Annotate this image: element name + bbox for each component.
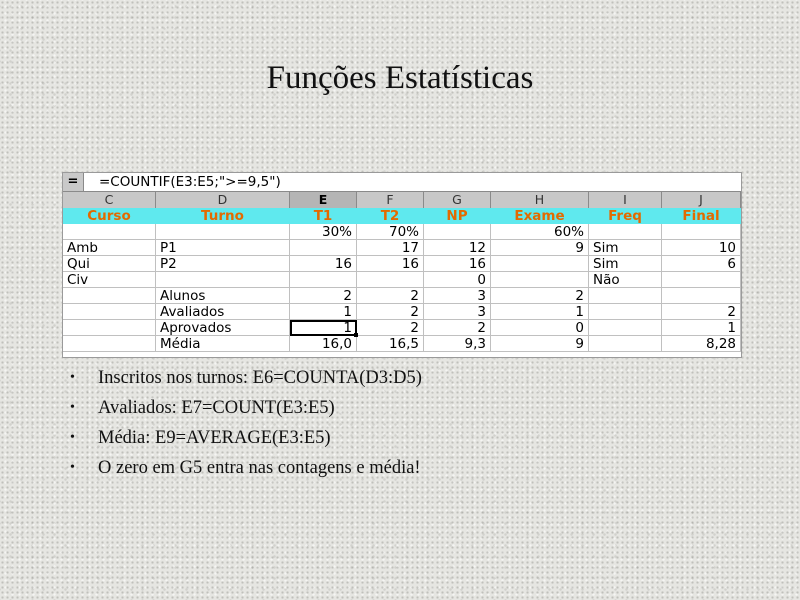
cell-c5[interactable]: Civ [63, 272, 156, 288]
cell-h3[interactable]: 9 [491, 240, 589, 256]
table-header-row [63, 208, 741, 224]
fill-handle[interactable] [354, 333, 358, 337]
column-header-d[interactable]: D [156, 192, 290, 208]
cell-e9[interactable]: 16,0 [290, 336, 357, 352]
cell-g6[interactable]: 3 [424, 288, 491, 304]
cell-h9[interactable]: 9 [491, 336, 589, 352]
cell-i3[interactable]: Sim [589, 240, 662, 256]
cell-e6[interactable]: 2 [290, 288, 357, 304]
table-row [63, 256, 741, 272]
table-row [63, 272, 741, 288]
cell-g8[interactable]: 2 [424, 320, 491, 336]
cell-h5[interactable] [491, 272, 589, 288]
cell-f6[interactable]: 2 [357, 288, 424, 304]
cell-j7[interactable]: 2 [662, 304, 741, 320]
cell-e3[interactable] [290, 240, 357, 256]
cell-h4[interactable] [491, 256, 589, 272]
cell-c3[interactable]: Amb [63, 240, 156, 256]
bullet-text: Inscritos nos turnos: E6=COUNTA(D3:D5) [98, 368, 422, 388]
bullet-dot-icon: • [70, 400, 75, 415]
cell-g5[interactable]: 0 [424, 272, 491, 288]
bullet-text: Avaliados: E7=COUNT(E3:E5) [98, 398, 335, 418]
cell-i9[interactable] [589, 336, 662, 352]
cell-h8[interactable]: 0 [491, 320, 589, 336]
bullet-item [70, 456, 770, 486]
cell-d5[interactable] [156, 272, 290, 288]
column-header-i[interactable]: I [589, 192, 662, 208]
cell-f3[interactable]: 17 [357, 240, 424, 256]
cell-c1[interactable]: Curso [63, 208, 156, 224]
table-row [63, 224, 741, 240]
column-header-f[interactable]: F [357, 192, 424, 208]
bullet-item [70, 366, 770, 396]
cell-d6[interactable]: Alunos [156, 288, 290, 304]
cell-c9[interactable] [63, 336, 156, 352]
cell-c4[interactable]: Qui [63, 256, 156, 272]
cell-d7[interactable]: Avaliados [156, 304, 290, 320]
column-header-e[interactable]: E [290, 192, 357, 208]
cell-h2[interactable]: 60% [491, 224, 589, 240]
table-row [63, 320, 741, 336]
table-row [63, 288, 741, 304]
cell-j2[interactable] [662, 224, 741, 240]
cell-e7[interactable]: 1 [290, 304, 357, 320]
cell-i2[interactable] [589, 224, 662, 240]
cell-c2[interactable] [63, 224, 156, 240]
cell-f4[interactable]: 16 [357, 256, 424, 272]
slide-title: Funções Estatísticas [266, 60, 534, 96]
cell-c6[interactable] [63, 288, 156, 304]
cell-i1[interactable]: Freq [589, 208, 662, 224]
table-row [63, 240, 741, 256]
bullet-dot-icon: • [70, 430, 75, 445]
table-row [63, 336, 741, 352]
spreadsheet-screenshot [62, 172, 742, 358]
cell-j4[interactable]: 6 [662, 256, 741, 272]
cell-e5[interactable] [290, 272, 357, 288]
cell-f8[interactable]: 2 [357, 320, 424, 336]
bullet-dot-icon: • [70, 370, 75, 385]
cell-h6[interactable]: 2 [491, 288, 589, 304]
cell-d8[interactable]: Aprovados [156, 320, 290, 336]
bullet-text: Média: E9=AVERAGE(E3:E5) [98, 428, 331, 448]
cell-i6[interactable] [589, 288, 662, 304]
equals-icon: = [63, 173, 84, 191]
cell-g9[interactable]: 9,3 [424, 336, 491, 352]
cell-d2[interactable] [156, 224, 290, 240]
cell-d9[interactable]: Média [156, 336, 290, 352]
column-header-g[interactable]: G [424, 192, 491, 208]
formula-text: =COUNTIF(E3:E5;">=9,5") [99, 174, 281, 190]
cell-j9[interactable]: 8,28 [662, 336, 741, 352]
bullet-text: O zero em G5 entra nas contagens e média! [98, 458, 421, 478]
cell-j6[interactable] [662, 288, 741, 304]
cell-i7[interactable] [589, 304, 662, 320]
cell-j1[interactable]: Final [662, 208, 741, 224]
table-row [63, 304, 741, 320]
cell-j3[interactable]: 10 [662, 240, 741, 256]
column-headers [63, 192, 741, 208]
cell-e8[interactable]: 1 [290, 320, 357, 336]
cell-g2[interactable] [424, 224, 491, 240]
cell-f2[interactable]: 70% [357, 224, 424, 240]
cell-f1[interactable]: T2 [357, 208, 424, 224]
cell-j5[interactable] [662, 272, 741, 288]
cell-g4[interactable]: 16 [424, 256, 491, 272]
bullet-list [70, 366, 770, 486]
cell-f9[interactable]: 16,5 [357, 336, 424, 352]
cell-i4[interactable]: Sim [589, 256, 662, 272]
cell-c7[interactable] [63, 304, 156, 320]
cell-d4[interactable]: P2 [156, 256, 290, 272]
column-header-j[interactable]: J [662, 192, 741, 208]
bullet-dot-icon: • [70, 460, 75, 475]
cell-g3[interactable]: 12 [424, 240, 491, 256]
cell-e1[interactable]: T1 [290, 208, 357, 224]
cell-i5[interactable]: Não [589, 272, 662, 288]
cell-e4[interactable]: 16 [290, 256, 357, 272]
formula-bar[interactable] [63, 173, 741, 192]
cell-j8[interactable]: 1 [662, 320, 741, 336]
cell-g7[interactable]: 3 [424, 304, 491, 320]
bullet-item [70, 426, 770, 456]
column-header-h[interactable]: H [491, 192, 589, 208]
cell-e2[interactable]: 30% [290, 224, 357, 240]
cell-d1[interactable]: Turno [156, 208, 290, 224]
cell-f7[interactable]: 2 [357, 304, 424, 320]
cell-d3[interactable]: P1 [156, 240, 290, 256]
cell-i8[interactable] [589, 320, 662, 336]
cell-h1[interactable]: Exame [491, 208, 589, 224]
cell-h7[interactable]: 1 [491, 304, 589, 320]
bullet-item [70, 396, 770, 426]
cell-f5[interactable] [357, 272, 424, 288]
cell-c8[interactable] [63, 320, 156, 336]
column-header-c[interactable]: C [63, 192, 156, 208]
cell-g1[interactable]: NP [424, 208, 491, 224]
